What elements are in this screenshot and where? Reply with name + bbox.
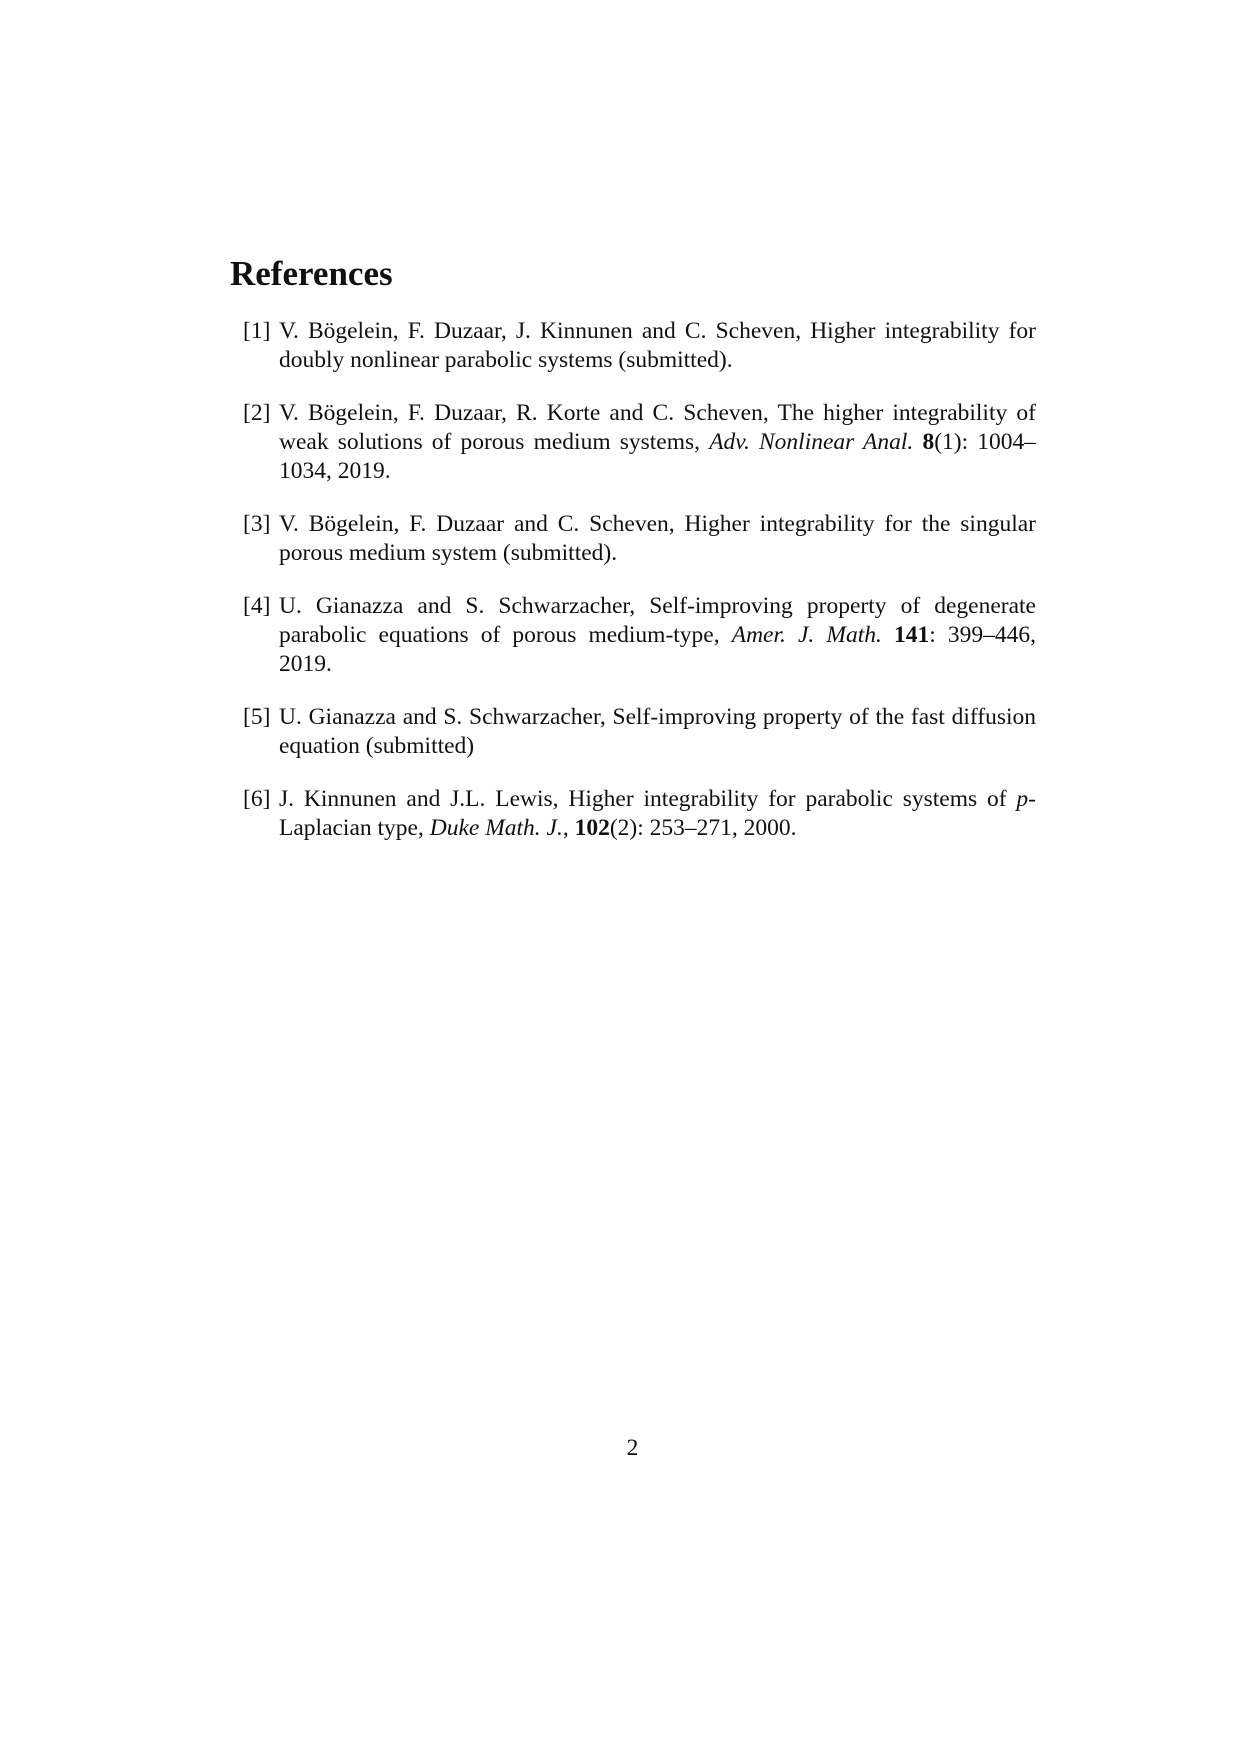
reference-authors: U. Gianazza and S. Schwarzacher, [279,704,606,730]
reference-title: Self-improving property of degenerate parabolic equations of porous medium-type, [279,593,1036,648]
reference-details: (1): 1004–1034, 2019. [279,429,1037,484]
reference-item-3 [243,510,1036,568]
reference-authors: U. Gianazza and S. Schwarzacher, [279,593,636,619]
reference-item-5 [243,703,1036,761]
reference-details: (2): 253–271, 2000. [609,815,797,841]
reference-authors: V. Bögelein, F. Duzaar, R. Korte and C. Scheven, [279,400,769,426]
page-number: 2 [626,1435,639,1461]
reference-title: Higher integrability for parabolic systems of [558,786,1017,812]
reference-journal: Adv. Nonlinear Anal. [709,429,914,455]
reference-journal: Duke Math. J. [429,815,563,841]
reference-journal: Amer. J. Math. [731,622,882,648]
reference-item-1 [243,317,1036,375]
reference-title: Self-improving property of the fast diffusion equation (submitted) [279,704,1036,759]
reference-separator: , [562,815,575,841]
reference-volume: 141 [894,622,930,648]
references-heading: References [230,254,393,293]
reference-number: [6] [243,786,271,812]
reference-item-2 [243,399,1036,486]
reference-number: [5] [243,704,271,730]
reference-title: Higher integrability for the singular porous medium system (submitted). [279,511,1036,566]
reference-details: : 399–446, 2019. [279,622,1037,677]
reference-item-6 [243,785,1036,843]
reference-list [243,317,1036,867]
reference-number: [1] [243,318,271,344]
reference-item-4 [243,592,1036,679]
reference-title: The higher integrability of weak solutions of porous medium systems, [279,400,1036,455]
reference-volume: 102 [574,815,610,841]
reference-volume: 8 [922,429,935,455]
reference-authors: V. Bögelein, F. Duzaar and C. Scheven, [279,511,675,537]
reference-authors: V. Bögelein, F. Duzaar, J. Kinnunen and C. Scheven, [279,318,802,344]
reference-authors: J. Kinnunen and J.L. Lewis, [279,786,559,812]
reference-title: -Laplacian type, [279,786,1036,841]
reference-number: [3] [243,511,271,537]
reference-number: [4] [243,593,271,619]
reference-title: Higher integrability for doubly nonlinear parabolic systems (submitted). [279,318,1036,373]
reference-title-variable: p [1016,786,1029,812]
reference-number: [2] [243,400,271,426]
